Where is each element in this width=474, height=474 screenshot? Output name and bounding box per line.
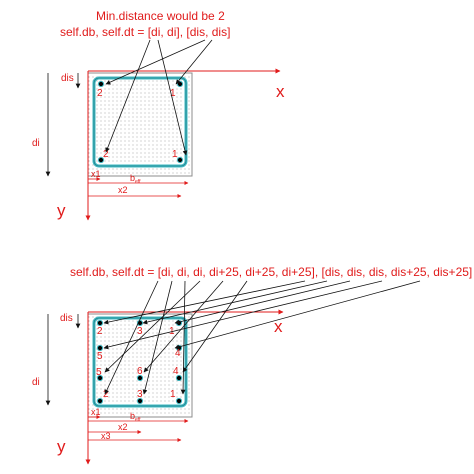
bottom-bar-label: 2 [103,389,109,400]
top-beff-label: $b_{eff}$ [130,173,141,185]
bottom-bar-label: 5 [97,351,103,362]
top-dis-label: dis [61,73,74,84]
bottom-bar-label: 1 [169,326,175,337]
top-x-axis-label: x [276,82,285,101]
bottom-bar [176,398,181,403]
top-bar [98,81,103,86]
bottom-bar-label: 6 [137,366,143,377]
bottom-bar-label: 3 [137,326,143,337]
top-min-distance-note: Min.distance would be 2 [96,9,225,23]
bottom-bar-label: 2 [97,326,103,337]
bottom-x-axis-label: x [274,317,283,336]
top-bar-label: 1 [170,88,176,99]
bottom-bar-label: 4 [173,366,179,377]
top-diagram [32,9,285,220]
bottom-bar-label: 3 [137,389,143,400]
top-bar-label: 1 [172,149,178,160]
top-formula: self.db, self.dt = [di, di], [dis, dis] [60,25,231,39]
bottom-bar-label: 4 [175,348,181,359]
bottom-bar [97,345,102,350]
bottom-bar-label: 1 [170,389,176,400]
top-bar-label: 2 [103,149,109,160]
bottom-x3-label: x3 [101,431,111,441]
bottom-x2-label: x2 [118,422,128,432]
top-bar [177,81,182,86]
bottom-y-axis-label: y [57,437,66,456]
top-x1-label: x1 [91,169,101,179]
top-x2-label: x2 [118,185,128,195]
bottom-bar [97,320,102,325]
top-bar [177,157,182,162]
top-bar-label: 2 [97,88,103,99]
top-di-label: di [32,138,40,149]
bottom-bar [176,320,181,325]
bottom-beff-label: $b_{eff}$ [130,411,141,423]
bottom-di-label: di [32,377,40,388]
bottom-bar-label: 5 [96,367,102,378]
bottom-formula: self.db, self.dt = [di, di, di, di+25, di+25, di+25], [dis, dis, dis, dis+25, dis+25] [70,265,473,279]
top-y-axis-label: y [57,201,66,220]
bottom-bar [97,398,102,403]
bottom-dis-label: dis [60,313,73,324]
bottom-diagram [32,265,472,464]
bottom-x1-label: x1 [91,407,101,417]
